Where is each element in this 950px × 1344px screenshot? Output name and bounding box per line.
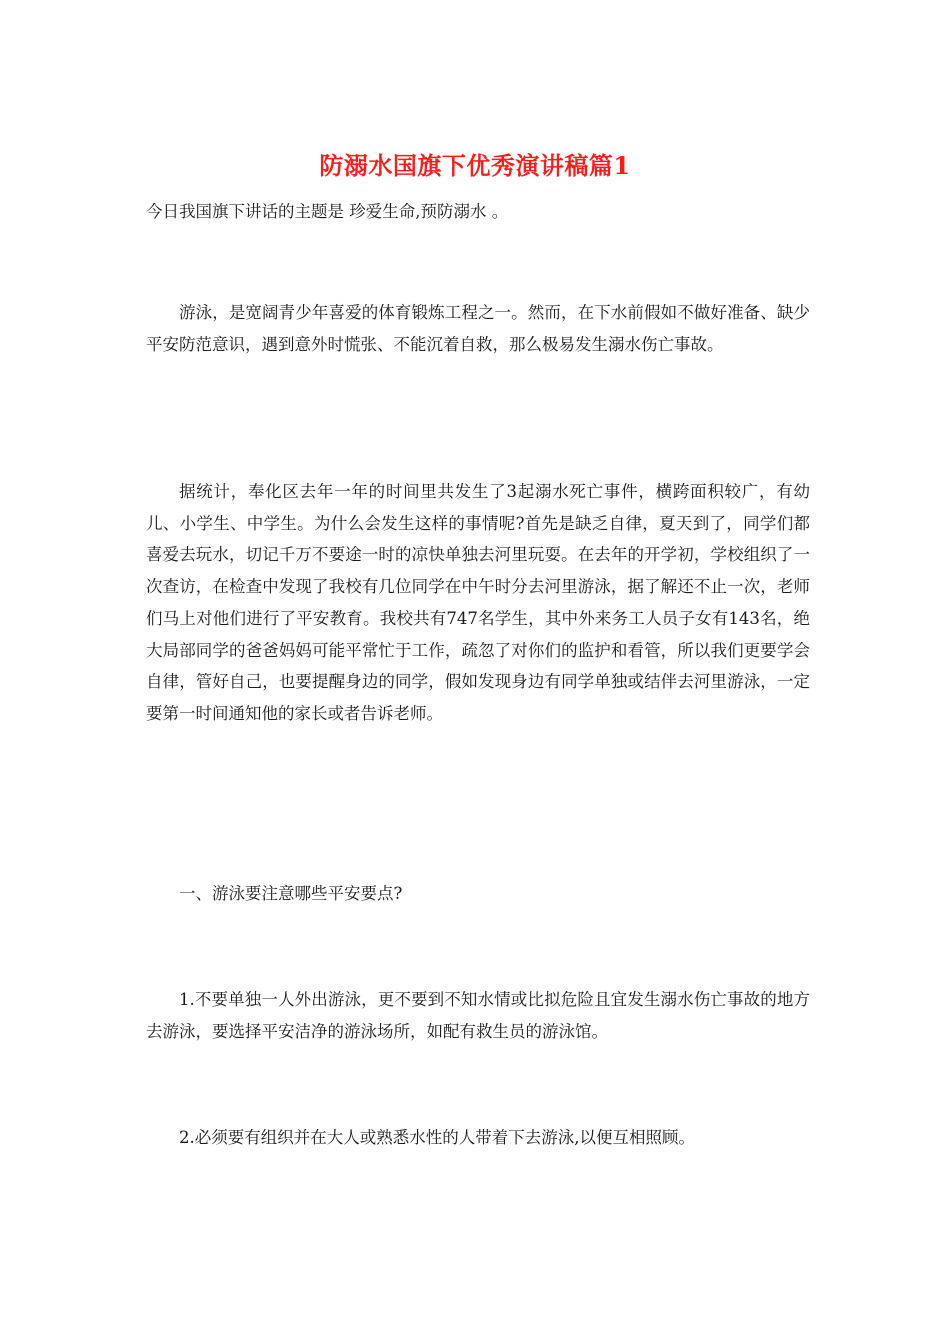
list-item-2: 2.必须要有组织并在大人或熟悉水性的人带着下去游泳,以便互相照顾。 <box>179 1128 695 1147</box>
paragraph-statistics: 据统计，奉化区去年一年的时间里共发生了3起溺水死亡事件，横跨面积较广，有幼儿、小学生、中学生。为什么会发生这样的事情呢?首先是缺乏自律，夏天到了，同学们都喜爱去玩水，切记千万不要途一时的凉快单独去河里玩耍。在去年的开学初，学校组织了一次查访，在检查中发现了我校有几位同学在中午时分去河里游泳，据了解还不止一次，老师们马上对他们进行了平安教育。我校共有747名学生，其中外来务工人员子女有143名，绝大局部同学的爸爸妈妈可能平常忙于工作，疏忽了对你们的监护和看管，所以我们更要学会自律，管好自己，也要提醒身边的同学，假如发现身边有同学单独或结伴去河里游泳，一定要第一时间通知他的家长或者告诉老师。 <box>146 482 810 723</box>
paragraph-swimming-risk: 游泳，是宽阔青少年喜爱的体育锻炼工程之一。然而，在下水前假如不做好准备、缺少平安防范意识，遇到意外时慌张、不能沉着自救，那么极易发生溺水伤亡事故。 <box>146 303 810 354</box>
section-heading-safety-points: 一、游泳要注意哪些平安要点? <box>179 884 403 903</box>
intro-line: 今日我国旗下讲话的主题是 珍爱生命,预防溺水 。 <box>146 202 509 221</box>
document-title: 防溺水国旗下优秀演讲稿篇1 <box>319 151 631 180</box>
list-item-1: 1.不要单独一人外出游泳，更不要到不知水情或比拟危险且宜发生溺水伤亡事故的地方去游泳，要选择平安洁净的游泳场所，如配有救生员的游泳馆。 <box>146 990 810 1041</box>
